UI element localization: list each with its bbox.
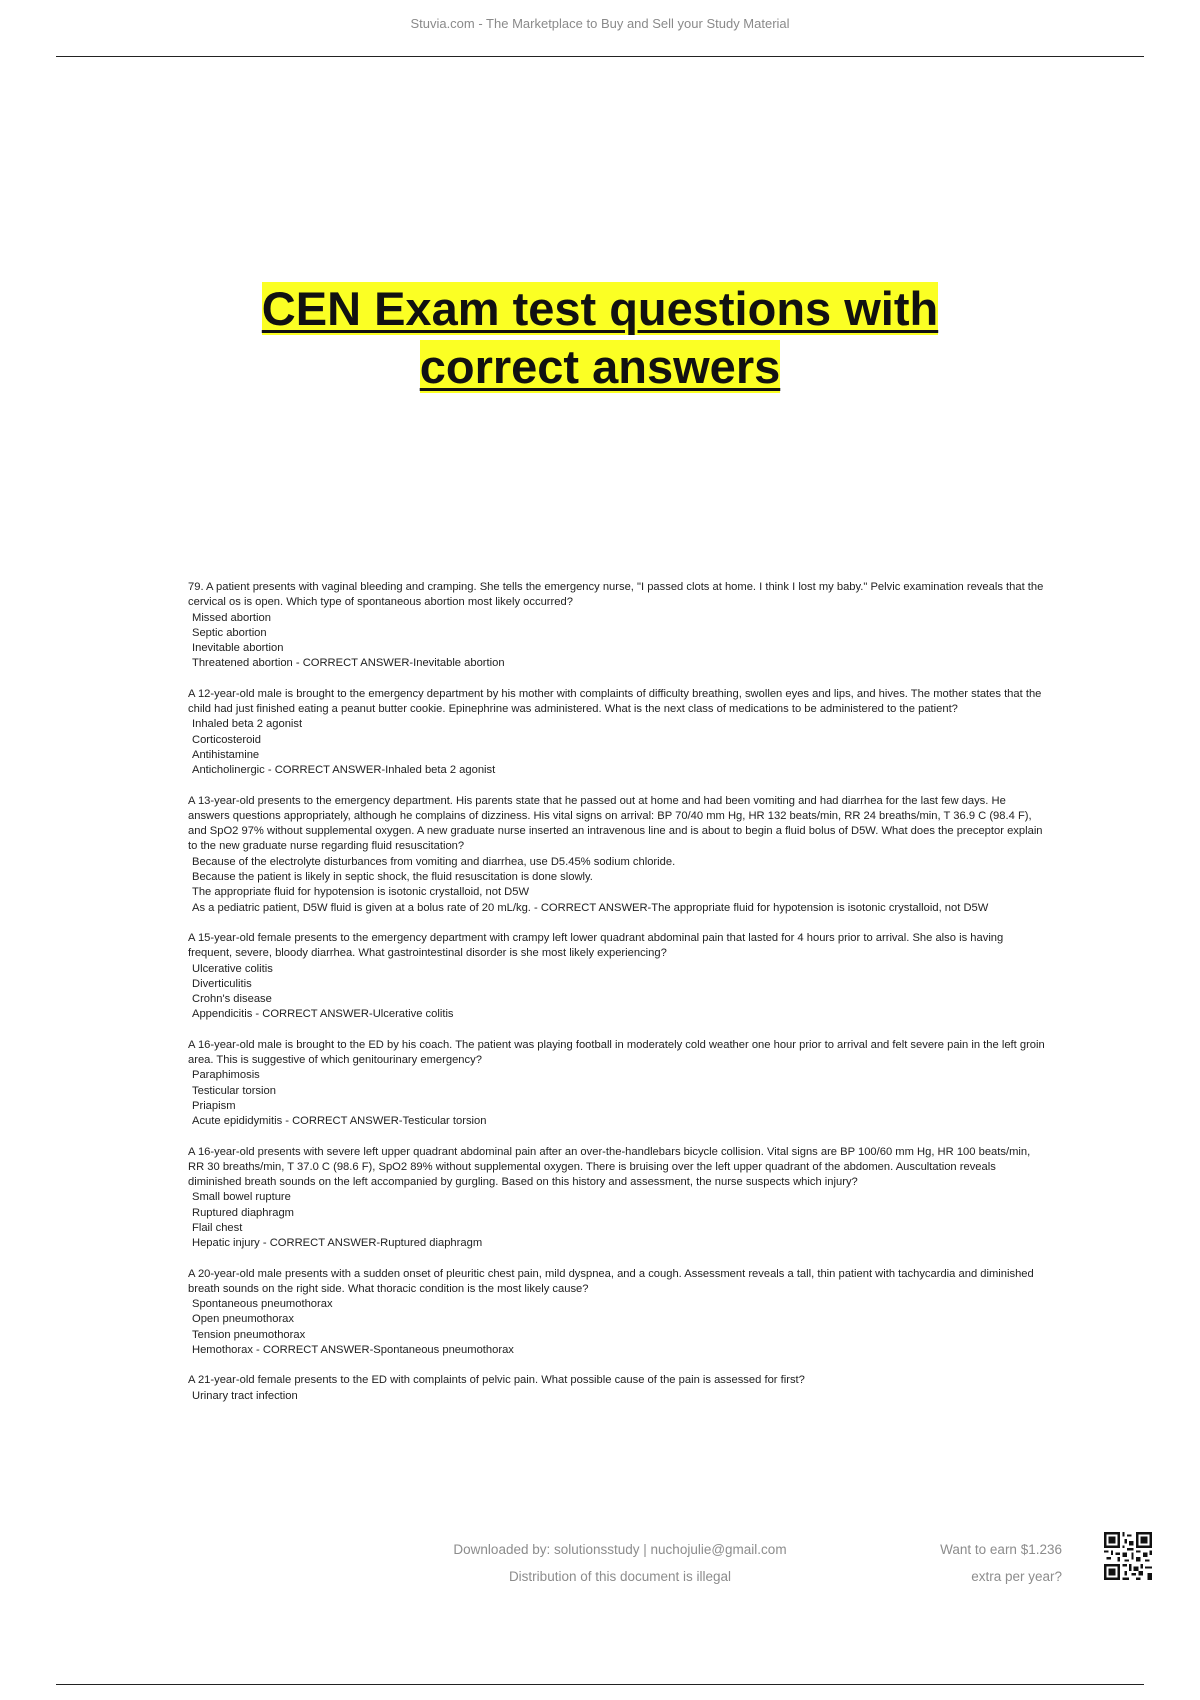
question-list xyxy=(188,580,1048,1419)
answer-option: Testicular torsion xyxy=(192,1084,276,1097)
answer-option: Threatened abortion - CORRECT ANSWER-Inevitable abortion xyxy=(192,657,505,670)
question-text: A 12-year-old male is brought to the emergency department by his mother with complaints of difficulty breathing, swollen eyes and lips, and hives. The mother states that the child had just finished eating a peanut butter cookie. Epinephrine was administered. What is the next class of medications to be administered to the patient? xyxy=(188,687,1042,716)
answer-option: Paraphimosis xyxy=(192,1069,260,1082)
question-text: A 20-year-old male presents with a sudden onset of pleuritic chest pain, mild dyspnea, and a cough. Assessment reveals a tall, thin patient with tachycardia and diminished breath sounds on the right side. What thoracic condition is the most likely cause? xyxy=(188,1267,1034,1295)
answer-option: Urinary tract infection xyxy=(192,1389,298,1402)
site-banner: Stuvia.com - The Marketplace to Buy and Sell your Study Material xyxy=(410,16,790,31)
question-text: A 21-year-old female presents to the ED with complaints of pelvic pain. What possible cause of the pain is assessed for first? xyxy=(188,1374,805,1387)
answer-option: Appendicitis - CORRECT ANSWER-Ulcerative colitis xyxy=(192,1008,454,1021)
question-block xyxy=(188,580,1048,672)
question-block xyxy=(188,1373,1048,1404)
header-divider xyxy=(56,56,1144,57)
answer-option: Acute epididymitis - CORRECT ANSWER-Testicular torsion xyxy=(192,1115,487,1128)
answer-option: Flail chest xyxy=(192,1221,243,1234)
question-block xyxy=(188,931,1048,1023)
answer-options xyxy=(188,962,1048,1023)
answer-option: Hepatic injury - CORRECT ANSWER-Ruptured diaphragm xyxy=(192,1237,483,1250)
answer-options xyxy=(188,1190,1048,1251)
answer-options xyxy=(188,855,1048,916)
download-footer xyxy=(300,1536,940,1590)
answer-option: Ulcerative colitis xyxy=(192,962,273,975)
question-block xyxy=(188,687,1048,779)
answer-options xyxy=(188,1389,1048,1404)
question-block xyxy=(188,794,1048,916)
answer-option: Crohn's disease xyxy=(192,993,272,1006)
downloaded-by-text: Downloaded by: solutionsstudy | nuchojulie@gmail.com xyxy=(453,1542,787,1557)
qr-code-icon[interactable] xyxy=(1104,1532,1152,1580)
answer-option: Because of the electrolyte disturbances from vomiting and diarrhea, use D5.45% sodium chloride. xyxy=(192,855,676,868)
answer-option: Ruptured diaphragm xyxy=(192,1206,294,1219)
question-block xyxy=(188,1038,1048,1130)
answer-option: Open pneumothorax xyxy=(192,1313,294,1326)
answer-options xyxy=(188,1297,1048,1358)
answer-option: Septic abortion xyxy=(192,626,267,639)
answer-option: Hemothorax - CORRECT ANSWER-Spontaneous pneumothorax xyxy=(192,1344,514,1357)
answer-option: Diverticulitis xyxy=(192,977,252,990)
answer-option: Anticholinergic - CORRECT ANSWER-Inhaled beta 2 agonist xyxy=(192,764,496,777)
promo-line-1: Want to earn $1.236 xyxy=(940,1542,1062,1557)
document-title-line-2: correct answers xyxy=(419,340,781,393)
answer-option: Inevitable abortion xyxy=(192,642,284,655)
question-block xyxy=(188,1145,1048,1252)
document-title xyxy=(0,280,1200,396)
question-text: A 16-year-old male is brought to the ED by his coach. The patient was playing football in moderately cold weather one hour prior to arrival and felt severe pain in the left groin area. This is suggestive of which genitourinary emergency? xyxy=(188,1038,1045,1067)
answer-option: Inhaled beta 2 agonist xyxy=(192,718,303,731)
answer-option: Missed abortion xyxy=(192,611,271,624)
question-text: A 15-year-old female presents to the emergency department with crampy left lower quadrant abdominal pain that lasted for 4 hours prior to arrival. She also is having frequent, severe, bloody diarrhea. What gastrointestinal disorder is she most likely experiencing? xyxy=(188,931,1004,960)
answer-options xyxy=(188,717,1048,778)
answer-option: Spontaneous pneumothorax xyxy=(192,1298,333,1311)
answer-option: The appropriate fluid for hypotension is isotonic crystalloid, not D5W xyxy=(192,886,530,899)
promo-line-2: extra per year? xyxy=(971,1569,1062,1584)
answer-options xyxy=(188,1068,1048,1129)
answer-option: Because the patient is likely in septic shock, the fluid resuscitation is done slowly. xyxy=(192,871,593,884)
footer-divider xyxy=(56,1684,1144,1685)
answer-option: Corticosteroid xyxy=(192,733,262,746)
promo-text[interactable] xyxy=(940,1536,1062,1590)
question-text: 79. A patient presents with vaginal bleeding and cramping. She tells the emergency nurse, "I passed clots at home. I think I lost my baby." Pelvic examination reveals that the cervical os is open. Which type of spontaneous abortion most likely occurred? xyxy=(188,581,1044,609)
answer-options xyxy=(188,611,1048,672)
question-text: A 13-year-old presents to the emergency department. His parents state that he passed out at home and had been vomiting and had diarrhea for the last few days. He answers questions appropriately, although he complains of dizziness. His vital signs on arrival: BP 70/40 mm Hg, HR 132 beats/min, RR 24 breaths/min, T 36.9 C (98.4 F), and SpO2 97% without supplemental oxygen. A new graduate nurse inserted an intravenous line and is about to begin a fluid bolus of D5W. What does the preceptor explain to the new graduate nurse regarding fluid resuscitation? xyxy=(188,794,1043,853)
answer-option: As a pediatric patient, D5W fluid is given at a bolus rate of 20 mL/kg. - CORRECT ANSWER-The appropriate fluid for hypotension is isotonic crystalloid, not D5W xyxy=(192,901,989,914)
document-title-line-1: CEN Exam test questions with xyxy=(261,282,939,335)
answer-option: Antihistamine xyxy=(192,748,260,761)
question-text: A 16-year-old presents with severe left upper quadrant abdominal pain after an over-the-handlebars bicycle collision. Vital signs are BP 100/60 mm Hg, HR 100 beats/min, RR 30 breaths/min, T 37.0 C (98.6 F), SpO2 89% without supplemental oxygen. There is bruising over the left upper quadrant of the abdomen. Auscultation reveals diminished breath sounds on the left accompanied by gurgling. Based on this history and assessment, the nurse suspects which injury? xyxy=(188,1145,1031,1189)
answer-option: Tension pneumothorax xyxy=(192,1328,306,1341)
distribution-notice: Distribution of this document is illegal xyxy=(508,1569,732,1584)
answer-option: Priapism xyxy=(192,1099,236,1112)
answer-option: Small bowel rupture xyxy=(192,1191,291,1204)
question-block xyxy=(188,1267,1048,1359)
